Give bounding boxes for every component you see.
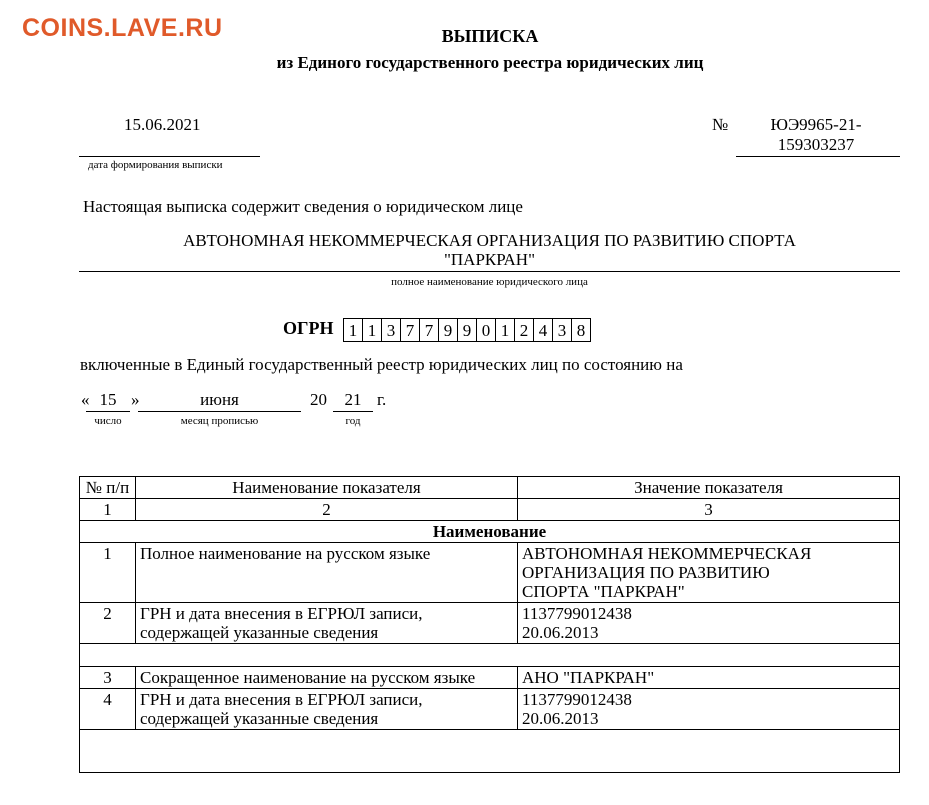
close-quote: » — [131, 390, 140, 409]
ogrn-digits — [343, 318, 590, 342]
entity-name-line1: АВТОНОМНАЯ НЕКОММЕРЧЕСКАЯ ОРГАНИЗАЦИЯ ПО РАЗВИТИЮ СПОРТА — [183, 231, 796, 250]
ogrn-label: ОГРН — [283, 318, 334, 338]
row-name: Сокращенное наименование на русском языке — [136, 667, 518, 689]
colnum-2: 2 — [136, 499, 518, 521]
row-value — [518, 667, 900, 689]
extract-number-line1: ЮЭ9965-21- — [770, 115, 862, 134]
table-header-row — [80, 477, 900, 499]
row-num: 1 — [80, 543, 136, 603]
header-indicator: Наименование показателя — [136, 477, 518, 499]
extract-date: 15.06.2021 — [124, 115, 201, 134]
table-row — [80, 543, 900, 603]
entity-underline — [79, 271, 900, 272]
open-quote: « — [81, 390, 90, 409]
ogrn-digit-box: 4 — [533, 318, 553, 342]
row-value-line: АНО "ПАРКРАН" — [522, 668, 655, 687]
month-caption: месяц прописью — [180, 415, 259, 427]
ogrn-digit-box: 3 — [552, 318, 572, 342]
spacer-cell — [80, 644, 900, 667]
ogrn-digit-box: 3 — [381, 318, 401, 342]
extract-number-line2: 159303237 — [777, 135, 855, 154]
row-value — [518, 543, 900, 603]
year-underline — [333, 411, 373, 412]
row-value-line: СПОРТА "ПАРКРАН" — [522, 582, 685, 601]
colnum-1: 1 — [80, 499, 136, 521]
intro-text: Настоящая выписка содержит сведения о юридическом лице — [83, 197, 523, 216]
section-title: Наименование — [80, 521, 900, 543]
ogrn-digit-box: 1 — [343, 318, 363, 342]
ogrn-digit-box: 9 — [438, 318, 458, 342]
table-row — [80, 603, 900, 644]
document-title: ВЫПИСКА — [441, 26, 539, 46]
ogrn-digit-box: 9 — [457, 318, 477, 342]
header-num: № п/п — [80, 477, 136, 499]
header-value: Значение показателя — [518, 477, 900, 499]
state-day: 15 — [99, 390, 117, 409]
day-caption: число — [94, 415, 122, 427]
row-num: 2 — [80, 603, 136, 644]
next-section-row — [80, 730, 900, 773]
entity-full-name — [79, 231, 900, 269]
row-value-line: 1137799012438 — [522, 604, 632, 623]
state-month: июня — [200, 390, 239, 409]
ogrn-digit-box: 1 — [495, 318, 515, 342]
row-value — [518, 689, 900, 730]
date-caption: дата формирования выписки — [88, 159, 223, 171]
row-value-line: ОРГАНИЗАЦИЯ ПО РАЗВИТИЮ — [522, 563, 770, 582]
month-underline — [138, 411, 301, 412]
row-value-line: 20.06.2013 — [522, 623, 599, 642]
year-prefix: 20 — [310, 390, 327, 409]
ogrn-digit-box: 1 — [362, 318, 382, 342]
entity-name-line2: "ПАРКРАН" — [443, 250, 536, 269]
egrul-table — [79, 476, 900, 773]
row-value-line: 20.06.2013 — [522, 709, 599, 728]
state-text: включенные в Единый государственный реестр юридических лиц по состоянию на — [80, 355, 683, 374]
document-subtitle: из Единого государственного реестра юридических лиц — [276, 53, 704, 72]
watermark-logo: COINS.LAVE.RU — [22, 14, 223, 42]
row-name: Полное наименование на русском языке — [136, 543, 518, 603]
row-value — [518, 603, 900, 644]
section-row — [80, 521, 900, 543]
colnum-3: 3 — [518, 499, 900, 521]
number-sign: № — [712, 115, 729, 134]
row-value-line: 1137799012438 — [522, 690, 632, 709]
ogrn-digit-box: 8 — [571, 318, 591, 342]
year-caption: год — [345, 415, 361, 427]
row-name: ГРН и дата внесения в ЕГРЮЛ записи, содержащей указанные сведения — [136, 603, 518, 644]
state-year: 21 — [344, 390, 362, 409]
row-value-line: АВТОНОМНАЯ НЕКОММЕРЧЕСКАЯ — [522, 544, 812, 563]
table-row — [80, 689, 900, 730]
row-num: 3 — [80, 667, 136, 689]
day-underline — [86, 411, 130, 412]
spacer-row — [80, 644, 900, 667]
row-name: ГРН и дата внесения в ЕГРЮЛ записи, содержащей указанные сведения — [136, 689, 518, 730]
extract-number — [736, 115, 896, 155]
ogrn-digit-box: 7 — [400, 318, 420, 342]
ogrn-digit-box: 2 — [514, 318, 534, 342]
year-unit: г. — [377, 390, 387, 409]
ogrn-digit-box: 7 — [419, 318, 439, 342]
entity-name-caption: полное наименование юридического лица — [391, 276, 588, 288]
table-colnum-row — [80, 499, 900, 521]
ogrn-digit-box: 0 — [476, 318, 496, 342]
number-underline — [736, 156, 900, 157]
table-row — [80, 667, 900, 689]
date-underline — [79, 156, 260, 157]
row-num: 4 — [80, 689, 136, 730]
next-section-cell — [80, 730, 900, 773]
